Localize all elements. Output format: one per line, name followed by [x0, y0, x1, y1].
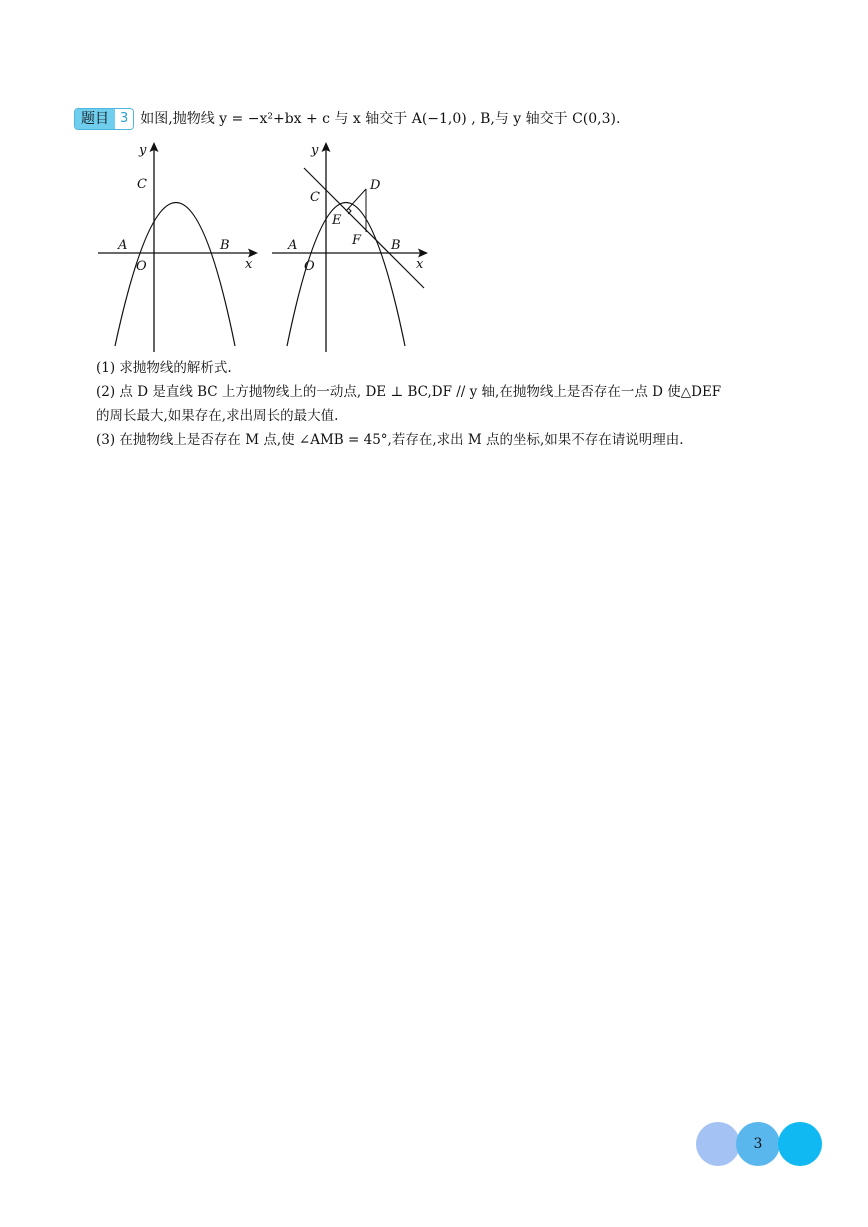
line-BC [304, 168, 424, 288]
page-number: 3 [753, 1136, 763, 1152]
label-C: C [310, 190, 320, 205]
page-dot-previous [696, 1122, 740, 1166]
page-dot-next [778, 1122, 822, 1166]
label-x: x [245, 257, 253, 272]
label-O: O [136, 259, 147, 274]
figure-1 [92, 136, 262, 358]
problem-tag-number: 3 [115, 109, 133, 129]
right-angle-mark [348, 208, 351, 214]
label-y: y [139, 143, 147, 158]
label-A: A [118, 238, 128, 253]
label-B: B [391, 238, 401, 253]
label-y: y [311, 143, 319, 158]
label-C: C [137, 177, 147, 192]
label-x: x [416, 257, 424, 272]
parabola [115, 203, 235, 347]
page-dot-current [736, 1122, 780, 1166]
segment-DE [346, 189, 366, 211]
label-A: A [288, 238, 298, 253]
label-O: O [304, 259, 315, 274]
parabola [287, 203, 405, 347]
question-2-continued: 的周长最大,如果存在,求出周长的最大值. [96, 408, 339, 424]
problem-header [74, 108, 834, 130]
problem-tag [74, 108, 134, 130]
question-3: (3) 在抛物线上是否存在 M 点,使 ∠AMB = 45°,若存在,求出 M 点的坐标,如果不存在请说明理由. [96, 432, 684, 448]
label-B: B [220, 238, 230, 253]
label-D: D [370, 178, 381, 193]
label-F: F [352, 233, 362, 248]
question-1: (1) 求抛物线的解析式. [96, 360, 232, 376]
question-2: (2) 点 D 是直线 BC 上方抛物线上的一动点, DE ⊥ BC,DF // y 轴,在抛物线上是否存在一点 D 使△DEF [96, 384, 722, 400]
page-indicator [694, 1122, 824, 1168]
problem-tag-label: 题目 [75, 109, 115, 129]
figures [92, 136, 442, 358]
figure-2 [268, 136, 438, 358]
problem-intro: 如图,抛物线 y = −x²+bx + c 与 x 轴交于 A(−1,0) , B,与 y 轴交于 C(0,3). [140, 111, 621, 127]
label-E: E [332, 213, 342, 228]
